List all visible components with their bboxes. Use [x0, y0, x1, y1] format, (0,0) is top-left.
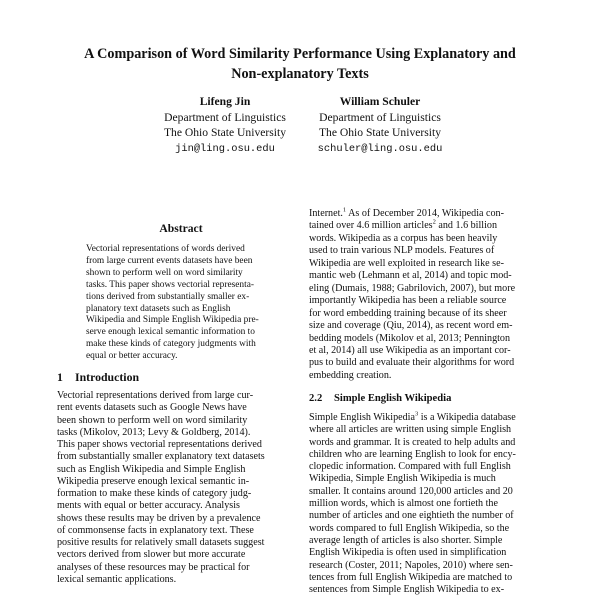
text-line: Wikipedia preserve enough lexical semantic in- [57, 475, 250, 487]
text-line: clopedic information. Compared with full English [309, 461, 511, 473]
text-line: This paper shows vectorial representations derived [57, 439, 262, 450]
abstract-line: Wikipedia and Simple English Wikipedia pre- [86, 315, 259, 326]
text-line: Vectorial representations derived from large cur- [57, 390, 254, 401]
paper-title [60, 44, 540, 84]
footnote-marker[interactable]: 3 [414, 410, 419, 418]
author-email[interactable]: schuler@ling.osu.edu [317, 142, 443, 155]
footnote-marker[interactable]: 1 [342, 206, 347, 214]
text-line: embedding creation. [309, 369, 392, 381]
text-line [309, 412, 549, 424]
text-line: words. Wikipedia as a corpus has been heavily [309, 232, 498, 244]
text-line: analyses of these resources may be practical for [57, 561, 250, 573]
text-line: Wikipedia are well exploited in research like se- [309, 257, 504, 269]
abstract-line: tions derived from substantially smaller ex- [86, 291, 250, 302]
text-line: tences from full English Wikipedia are matched to [309, 571, 513, 583]
subsection-title: Simple English Wikipedia [334, 393, 452, 404]
author-affiliation: The Ohio State University [318, 126, 442, 139]
section-title: Introduction [75, 370, 140, 384]
text-line: such as English Wikipedia and Simple English [57, 463, 246, 475]
text-span: Simple English Wikipedia [309, 412, 415, 423]
text-line: for word embedding training because of its sheer [309, 307, 507, 319]
abstract-line: serve enough lexical semantic information to [86, 327, 255, 338]
abstract-line: shown to perform well on word similarity [86, 267, 243, 278]
author-name: Lifeng Jin [199, 95, 251, 108]
text-line: of commonsense facts in explanatory text. These [57, 524, 254, 536]
text-line: vectors derived from slower but more accurate [57, 549, 246, 561]
section-number: 1 [57, 370, 63, 384]
text-line [309, 208, 549, 220]
text-line: shows these results may be driven by a prevalence [57, 512, 261, 524]
text-line: average length of articles is also shorter. Simple [309, 534, 503, 546]
text-line: eling (Dumais, 1988; Gabrilovich, 2007), but more [309, 282, 516, 294]
author-email[interactable]: jin@ling.osu.edu [175, 142, 275, 155]
author-dept: Department of Linguistics [319, 110, 441, 124]
subsection-body [309, 412, 549, 596]
text-line: pus to build and evaluate their algorithms for word [309, 357, 515, 369]
text-line: words and grammar. It is created to help adults and [309, 436, 516, 448]
text-line: million words, which is almost one fortieth the [309, 498, 498, 510]
author-affiliation: The Ohio State University [163, 126, 287, 139]
text-line: from substantially smaller explanatory text datasets [57, 451, 265, 463]
text-line: sentences from Simple English Wikipedia to ex- [309, 584, 505, 596]
subsection-number: 2.2 [309, 393, 323, 404]
abstract-line: from large current events datasets have been [86, 255, 253, 266]
author-name: William Schuler [339, 95, 421, 108]
text-line: Wikipedia, Simple English Wikipedia is much [309, 473, 496, 485]
text-span: is a Wikipedia database [418, 412, 516, 423]
text-line: words compared to full English Wikipedia, so the [309, 522, 510, 534]
text-line: tasks (Mikolov, 2013; Levy & Goldberg, 2014). [57, 426, 251, 438]
text-line: used to train various NLP models. Features of [309, 245, 495, 257]
abstract-line: tasks. This paper shows vectorial representa- [86, 279, 255, 290]
text-line: size and coverage (Qiu, 2014), as recent word em- [309, 320, 513, 332]
text-line: English Wikipedia is often used in simplification [309, 547, 507, 559]
author-block [300, 94, 460, 157]
text-span: Internet. [309, 208, 343, 219]
abstract-body [86, 244, 282, 363]
text-line: et al, 2014) all use Wikipedia as an important cor- [309, 344, 511, 356]
text-line: children who are learning English to look for ency- [309, 448, 516, 460]
author-block [145, 94, 305, 157]
text-span: and 1.6 billion [435, 220, 497, 232]
text-line: ments with equal or better accuracy. Analysis [57, 500, 240, 512]
text-line: positive results for relatively small datasets suggest [57, 537, 265, 548]
text-line: rent events datasets such as Google News have [57, 402, 247, 414]
text-span: As of December 2014, Wikipedia con- [346, 208, 504, 219]
text-line: importantly Wikipedia has been a reliable source [309, 295, 507, 307]
text-span: tained over 4.6 million articles [309, 220, 433, 232]
right-column-body [309, 208, 549, 382]
text-line: research (Coster, 2011; Napoles, 2010) where sen- [309, 559, 513, 571]
text-line [309, 220, 549, 232]
section-heading-introduction [57, 370, 297, 385]
abstract-line: planatory text datasets such as English [86, 303, 231, 314]
title-line: A Comparison of Word Similarity Performance Using Explanatory and [84, 46, 516, 62]
title-line: Non-explanatory Texts [231, 66, 369, 82]
text-line: lexical semantic applications. [57, 573, 177, 585]
text-line: bedding models (Mikolov et al, 2013; Pennington [309, 332, 511, 344]
footnote-marker[interactable]: 2 [432, 219, 436, 227]
text-line: where all articles are written using simple English [309, 424, 512, 436]
text-line: formation to make these kinds of category judg- [57, 488, 252, 499]
abstract-line: make these kinds of category judgments with [86, 339, 256, 350]
text-line: number of articles and one eightieth the number of [309, 510, 514, 522]
abstract-line: equal or better accuracy. [86, 351, 178, 362]
text-line: been shown to perform well on word similarity [57, 414, 248, 426]
introduction-body [57, 390, 297, 586]
abstract-heading: Abstract [159, 222, 203, 235]
subsection-heading-simple-english-wikipedia [309, 393, 549, 404]
author-dept: Department of Linguistics [164, 110, 286, 124]
abstract-line: Vectorial representations of words derived [86, 244, 245, 254]
text-line: mantic web (Lehmann et al, 2014) and topic mod- [309, 270, 512, 282]
text-line: smaller. It contains around 120,000 articles and 20 [309, 485, 513, 497]
